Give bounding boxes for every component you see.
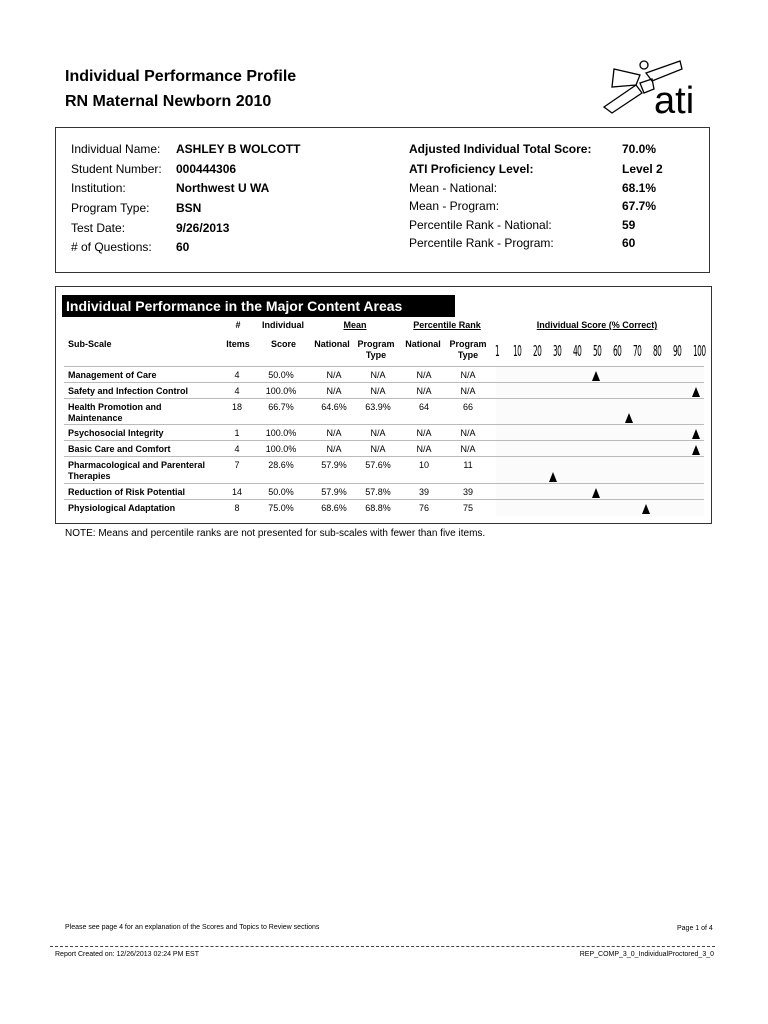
score-cell: 66.7% (268, 402, 294, 412)
pr-program-cell: N/A (460, 370, 476, 380)
table-row (64, 424, 704, 441)
scale-tick-label: 60 (613, 342, 622, 360)
score-track (496, 425, 704, 441)
mean-national-label: Mean - National: (409, 181, 498, 195)
proficiency-value: Level 2 (622, 162, 663, 176)
header-individual-score: Individual Score (% Correct) (536, 320, 658, 330)
score-track (496, 441, 704, 457)
scale-tick-label: 10 (513, 342, 522, 360)
items-cell: 4 (234, 444, 240, 454)
table-row (64, 440, 704, 457)
score-cell: 28.6% (268, 460, 294, 470)
scale-tick-label: 1 (495, 342, 500, 360)
test-date-value: 9/26/2013 (176, 221, 230, 235)
table-row (64, 382, 704, 399)
section-title: Individual Performance in the Major Content Areas (62, 295, 455, 317)
student-number-value: 000444306 (176, 162, 237, 176)
pr-national-cell: 76 (418, 503, 429, 513)
scale-tick-label: 30 (553, 342, 562, 360)
questions-label: # of Questions: (71, 240, 152, 254)
report-id: REP_COMP_3_0_IndividualProctored_3_0 (579, 951, 714, 958)
sub-scale-name: Physiological Adaptation (68, 503, 176, 513)
total-score-label: Adjusted Individual Total Score: (409, 142, 592, 156)
header-score: Score (270, 339, 296, 349)
student-number-label: Student Number: (71, 162, 162, 176)
scale-tick-label: 100 (693, 342, 706, 360)
table-row (64, 483, 704, 500)
percentile-national-value: 59 (622, 218, 636, 232)
header-percentile-rank: Percentile Rank (413, 320, 481, 330)
score-track (496, 484, 704, 500)
pr-national-cell: N/A (416, 428, 432, 438)
header-sub-scale: Sub-Scale (68, 339, 112, 349)
table-row (64, 366, 704, 383)
pr-national-cell: N/A (416, 386, 432, 396)
score-track (496, 367, 704, 383)
mean-program-cell: N/A (370, 428, 386, 438)
mean-national-cell: N/A (326, 428, 342, 438)
mean-national-cell: N/A (326, 370, 342, 380)
footer-divider (50, 946, 715, 947)
score-cell: 100.0% (265, 444, 297, 454)
items-cell: 18 (231, 402, 242, 412)
test-date-label: Test Date: (71, 221, 126, 235)
score-marker-icon (692, 445, 700, 455)
page-number: Page 1 of 4 (677, 925, 713, 932)
mean-national-cell: 64.6% (321, 402, 347, 412)
score-track (496, 399, 704, 425)
items-cell: 14 (231, 487, 242, 497)
pr-national-cell: 39 (418, 487, 429, 497)
score-cell: 100.0% (265, 428, 297, 438)
table-row (64, 398, 704, 425)
total-score-value: 70.0% (622, 142, 657, 156)
proficiency-label: ATI Proficiency Level: (409, 162, 534, 176)
header-pr-program-type: Program Type (449, 339, 487, 360)
sub-scale-name: Safety and Infection Control (68, 386, 189, 396)
pr-national-cell: N/A (416, 370, 432, 380)
note-text: NOTE: Means and percentile ranks are not presented for sub-scales with fewer than five items. (65, 528, 486, 539)
exam-title: RN Maternal Newborn 2010 (65, 93, 272, 110)
sub-scale-name: Health Promotion and Maintenance (68, 402, 162, 423)
mean-program-cell: N/A (370, 370, 386, 380)
pr-program-cell: 11 (463, 460, 473, 470)
items-cell: 4 (234, 386, 240, 396)
sub-scale-name: Management of Care (68, 370, 157, 380)
pr-program-cell: N/A (460, 428, 476, 438)
institution-value: Northwest U WA (176, 181, 270, 195)
scale-tick-label: 40 (573, 342, 582, 360)
svg-text:ati: ati (654, 80, 695, 120)
pr-national-cell: 64 (418, 402, 429, 412)
performance-panel (55, 286, 712, 524)
scale-tick-label: 20 (533, 342, 542, 360)
mean-national-cell: 68.6% (321, 503, 347, 513)
items-cell: 7 (234, 460, 240, 470)
scale-tick-label: 70 (633, 342, 642, 360)
percentile-national-label: Percentile Rank - National: (409, 218, 552, 232)
score-track (496, 383, 704, 399)
scale-tick-label: 80 (653, 342, 662, 360)
pr-program-cell: 39 (462, 487, 473, 497)
mean-national-cell: 57.9% (321, 460, 347, 470)
pr-program-cell: N/A (460, 386, 476, 396)
items-cell: 4 (234, 370, 240, 380)
pr-program-cell: 75 (462, 503, 473, 513)
score-marker-icon (642, 504, 650, 514)
mean-program-cell: 63.9% (365, 402, 391, 412)
questions-value: 60 (176, 240, 190, 254)
table-row (64, 499, 704, 516)
pr-national-cell: N/A (416, 444, 432, 454)
scale-tick-label: 90 (673, 342, 682, 360)
pr-program-cell: N/A (460, 444, 476, 454)
items-cell: 1 (234, 428, 240, 438)
page-title: Individual Performance Profile (65, 68, 297, 85)
sub-scale-name: Pharmacological and Parenteral Therapies (68, 460, 206, 481)
header-mean-national: National (314, 339, 350, 349)
score-marker-icon (692, 387, 700, 397)
header-mean-program-type: Program Type (357, 339, 395, 360)
score-track (496, 457, 704, 484)
mean-program-cell: 68.8% (365, 503, 391, 513)
program-type-label: Program Type: (71, 201, 150, 215)
mean-national-value: 68.1% (622, 181, 657, 195)
footer-explanation: Please see page 4 for an explanation of the Scores and Topics to Review sections (65, 924, 320, 931)
mean-program-cell: N/A (370, 386, 386, 396)
institution-label: Institution: (71, 181, 126, 195)
mean-program-cell: N/A (370, 444, 386, 454)
pr-national-cell: 10 (418, 460, 429, 470)
mean-program-cell: 57.8% (365, 487, 391, 497)
individual-name-value: ASHLEY B WOLCOTT (176, 142, 301, 156)
header-individual: Individual (261, 320, 304, 330)
percentile-program-label: Percentile Rank - Program: (409, 236, 554, 250)
header-num: # (235, 320, 241, 330)
mean-national-cell: 57.9% (321, 487, 347, 497)
score-cell: 75.0% (268, 503, 294, 513)
mean-program-label: Mean - Program: (409, 199, 500, 213)
mean-program-cell: 57.6% (365, 460, 391, 470)
score-marker-icon (692, 429, 700, 439)
individual-name-label: Individual Name: (71, 142, 161, 156)
scale-tick-label: 50 (593, 342, 602, 360)
table-row (64, 456, 704, 484)
score-cell: 50.0% (268, 487, 294, 497)
sub-scale-name: Reduction of Risk Potential (68, 487, 186, 497)
mean-national-cell: N/A (326, 386, 342, 396)
header-pr-national: National (405, 339, 441, 349)
percentile-program-value: 60 (622, 236, 636, 250)
report-created: Report Created on: 12/26/2013 02:24 PM EST (55, 951, 199, 958)
score-cell: 100.0% (265, 386, 297, 396)
sub-scale-name: Basic Care and Comfort (68, 444, 171, 454)
sub-scale-name: Psychosocial Integrity (68, 428, 164, 438)
mean-program-value: 67.7% (622, 199, 657, 213)
score-marker-icon (592, 488, 600, 498)
score-marker-icon (592, 371, 600, 381)
score-cell: 50.0% (268, 370, 294, 380)
ati-logo (600, 55, 710, 120)
score-track (496, 500, 704, 516)
mean-national-cell: N/A (326, 444, 342, 454)
program-type-value: BSN (176, 201, 202, 215)
header-items: Items (226, 339, 250, 349)
items-cell: 8 (234, 503, 240, 513)
pr-program-cell: 66 (462, 402, 473, 412)
student-info-panel (55, 127, 710, 273)
score-marker-icon (625, 413, 633, 423)
score-marker-icon (549, 472, 557, 482)
header-mean: Mean (343, 320, 367, 330)
